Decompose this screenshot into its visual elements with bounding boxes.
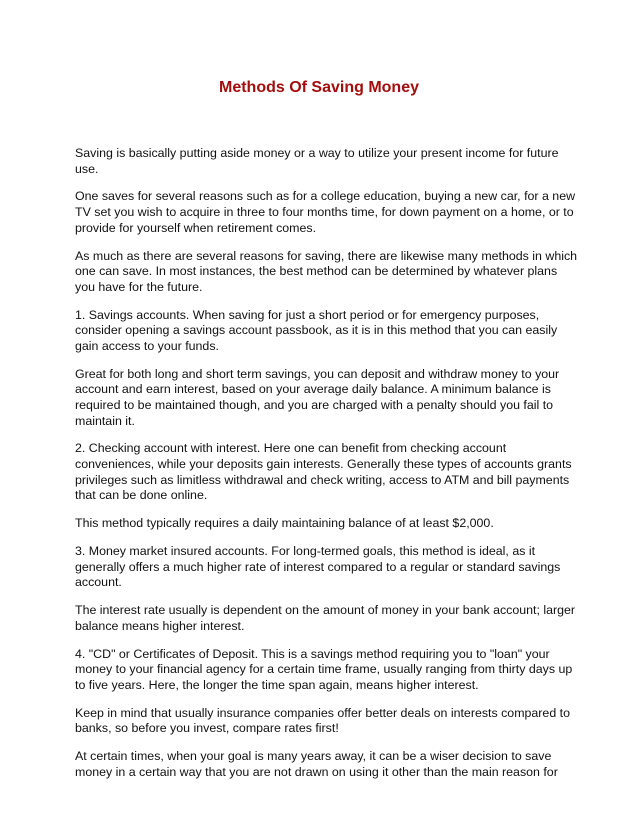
text-line: required to be maintained though, and you are charged with a penalty should you fail to [75,397,554,412]
text-line: one can save. In most instances, the best method can be determined by whatever plans [75,264,558,279]
paragraph [75,516,570,532]
paragraph [75,603,576,634]
text-line: banks, so before you invest, compare rates first! [75,721,339,736]
text-line: 3. Money market insured accounts. For long-termed goals, this method is ideal, as it [75,543,536,558]
paragraph [75,146,570,177]
text-line: that can be done online. [75,488,208,503]
text-line: Great for both long and short term savings, you can deposit and withdraw money to your [75,366,560,381]
paragraph [75,308,570,355]
paragraph [75,189,576,236]
paragraph [75,706,570,737]
text-line: At certain times, when your goal is many years away, it can be a wiser decision to save [75,749,552,764]
text-line: gain access to your funds. [75,338,219,353]
text-line: TV set you wish to acquire in three to four months time, for down payment on a home, or to [75,205,574,220]
text-line: 2. Checking account with interest. Here one can benefit from checking account [75,441,507,456]
text-line: privileges such as limitless withdrawal and check writing, access to ATM and bill payments [75,472,570,487]
paragraph [75,544,570,591]
paragraph [75,749,570,780]
text-line: you have for the future. [75,279,203,294]
text-line: 4. "CD" or Certificates of Deposit. This is a savings method requiring you to "loan" your [75,646,550,661]
paragraph [75,646,573,694]
text-line: conveniences, while your deposits gain interests. Generally these types of accounts grants [75,456,572,471]
text-line: Saving is basically putting aside money or a way to utilize your present income for future [75,146,559,160]
text-line: provide for yourself when retirement comes. [75,220,317,235]
text-line: One saves for several reasons such as for a college education, buying a new car, for a new [75,189,576,204]
paragraph [75,441,570,503]
text-line: consider opening a savings account passbook, as it is in this method that you can easily [75,323,558,338]
text-line: maintain it. [75,413,135,428]
text-line: to five years. Here, the longer the time span again, means higher interest. [75,677,479,692]
text-line: account. [75,575,122,590]
text-line: generally offers a much higher rate of interest compared to a regular or standard savings [75,559,561,574]
text-line: balance means higher interest. [75,618,245,633]
paragraph [75,367,570,429]
text-line: As much as there are several reasons for saving, there are likewise many methods in which [75,248,578,263]
text-line: use. [75,161,99,176]
text-line: money in a certain way that you are not drawn on using it other than the main reason for [75,764,558,779]
text-line: account and earn interest, based on your average daily balance. A minimum balance is [75,382,551,397]
text-line: money to your financial agency for a certain time frame, usually ranging from thirty days up [75,662,573,677]
text-line: Keep in mind that usually insurance companies offer better deals on interests compared to [75,705,570,720]
text-line: This method typically requires a daily maintaining balance of at least $2,000. [75,516,494,531]
paragraph [75,248,578,296]
text-line: 1. Savings accounts. When saving for just a short period or for emergency purposes, [75,307,540,322]
document-title: Methods Of Saving Money [218,79,419,96]
text-line: The interest rate usually is dependent on the amount of money in your bank account; larger [75,603,576,618]
document-body [75,146,578,793]
